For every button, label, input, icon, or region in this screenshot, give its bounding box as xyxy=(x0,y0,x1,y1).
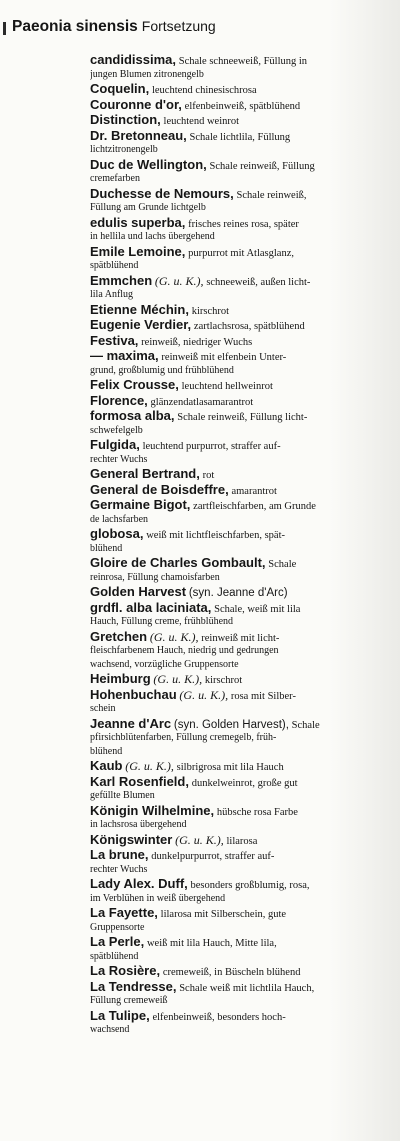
entry-first-line xyxy=(90,555,390,571)
description-continuation: spätblühend xyxy=(90,260,139,271)
breeder-note: (G. u. K.), xyxy=(154,273,204,288)
entry-first-line xyxy=(90,186,390,202)
variety-entry xyxy=(90,584,390,600)
variety-description: amarantrot xyxy=(231,485,277,497)
entry-first-line xyxy=(90,97,390,113)
entry-first-line xyxy=(90,832,390,848)
variety-entry xyxy=(90,302,390,318)
description-continuation: pfirsichblütenfarben, Füllung cremegelb, früh- xyxy=(90,732,277,743)
variety-name: edulis superba, xyxy=(90,214,186,230)
entry-first-line xyxy=(90,215,390,231)
variety-entry xyxy=(90,497,390,526)
variety-description: Schale, weiß mit lila xyxy=(214,603,301,615)
variety-description: elfenbeinweiß, besonders hoch- xyxy=(152,1011,286,1023)
entry-first-line xyxy=(90,905,390,921)
variety-description: leuchtend weinrot xyxy=(163,116,240,127)
variety-description: lilarosa mit Silberschein, gute xyxy=(160,909,287,920)
entry-first-line xyxy=(90,716,390,732)
entry-first-line xyxy=(90,408,390,424)
variety-name: Lady Alex. Duff, xyxy=(90,876,188,891)
variety-description: Schale lichtlila, Füllung xyxy=(189,131,291,143)
variety-name: Emile Lemoine, xyxy=(90,243,186,259)
entry-first-line xyxy=(90,377,390,393)
description-continuation: Hauch, Füllung creme, frühblühend xyxy=(90,616,234,627)
variety-entry xyxy=(90,377,390,393)
variety-name: Etienne Méchin, xyxy=(90,301,189,317)
entry-first-line xyxy=(90,333,390,349)
entry-first-line xyxy=(90,482,390,498)
variety-entry xyxy=(90,273,390,302)
variety-entry xyxy=(90,847,390,876)
variety-description: schneeweiß, außen licht- xyxy=(206,276,311,288)
variety-name: Hohenbuchau xyxy=(90,686,177,702)
variety-entry xyxy=(90,671,390,687)
variety-description: silbrigrosa mit lila Hauch xyxy=(176,762,284,773)
variety-entry xyxy=(90,393,390,409)
variety-name: La Fayette, xyxy=(90,905,158,920)
variety-name: Eugenie Verdier, xyxy=(90,317,192,332)
variety-list xyxy=(90,52,390,1037)
variety-description: kirschrot xyxy=(204,675,243,686)
variety-name: Golden Harvest xyxy=(90,584,187,599)
variety-name: globosa, xyxy=(90,526,144,541)
description-continuation: im Verblühen in weiß übergehend xyxy=(90,892,226,904)
section-marker xyxy=(3,22,6,35)
variety-name: Couronne d'or, xyxy=(90,96,182,112)
variety-description: Schale reinweiß, Füllung licht- xyxy=(177,412,308,423)
variety-name: Fulgida, xyxy=(90,437,140,452)
description-continuation: Füllung am Grunde lichtgelb xyxy=(90,202,206,213)
description-continuation: Gruppensorte xyxy=(90,921,145,933)
variety-description: Schale weiß mit lichtlila Hauch, xyxy=(179,982,315,994)
entry-first-line xyxy=(90,112,390,128)
entry-first-line xyxy=(90,348,390,364)
description-continuation: gefüllte Blumen xyxy=(90,790,155,801)
variety-description: dunkelweinrot, große gut xyxy=(191,777,298,789)
entry-first-line xyxy=(90,244,390,260)
heading-title: Paeonia sinensis xyxy=(12,18,138,35)
entry-first-line xyxy=(90,1008,390,1024)
variety-entry xyxy=(90,482,390,498)
description-continuation: lichtzitronengelb xyxy=(90,144,158,155)
breeder-note: (G. u. K.), xyxy=(149,629,199,644)
breeder-note: (G. u. K.), xyxy=(125,759,174,773)
variety-description: rot xyxy=(202,470,215,481)
variety-name: La brune, xyxy=(90,847,149,862)
variety-name: Florence, xyxy=(90,392,148,408)
variety-description: rosa mit Silber- xyxy=(230,690,296,702)
entry-first-line xyxy=(90,52,390,68)
entry-first-line xyxy=(90,979,390,995)
variety-name: La Perle, xyxy=(90,934,145,949)
variety-entry xyxy=(90,128,390,157)
variety-name: Gretchen xyxy=(90,628,148,644)
variety-entry xyxy=(90,526,390,555)
description-continuation: in hellila und lachs übergehend xyxy=(90,231,215,242)
description-continuation: rechter Wuchs xyxy=(90,453,148,465)
variety-name: General Bertrand, xyxy=(90,466,200,481)
variety-description: elfenbeinweiß, spätblühend xyxy=(184,100,301,112)
variety-name: Königin Wilhelmine, xyxy=(90,802,215,818)
breeder-note: (G. u. K.), xyxy=(153,672,203,686)
entry-first-line xyxy=(90,671,390,687)
variety-entry xyxy=(90,963,390,979)
entry-first-line xyxy=(90,687,390,703)
variety-entry xyxy=(90,687,390,716)
variety-entry xyxy=(90,832,390,848)
synonym-note: (syn. Golden Harvest), xyxy=(173,718,289,731)
variety-description: lilarosa xyxy=(226,835,258,847)
entry-first-line xyxy=(90,629,390,645)
variety-description: zartlachsrosa, spätblühend xyxy=(193,321,305,332)
variety-name: grdfl. alba laciniata, xyxy=(90,599,212,615)
variety-name: General de Boisdeffre, xyxy=(90,481,229,497)
description-continuation: cremefarben xyxy=(90,173,140,184)
variety-entry xyxy=(90,600,390,629)
breeder-note: (G. u. K.), xyxy=(175,832,224,847)
variety-entry xyxy=(90,934,390,963)
entry-first-line xyxy=(90,600,390,616)
variety-description: leuchtend purpurrot, straffer auf- xyxy=(142,441,281,452)
variety-name: Kaub xyxy=(90,758,123,773)
description-continuation: spätblühend xyxy=(90,950,139,962)
description-continuation: de lachsfarben xyxy=(90,513,149,525)
entry-first-line xyxy=(90,317,390,333)
variety-description: glänzendatlasamarantrot xyxy=(150,396,254,408)
variety-name: La Tendresse, xyxy=(90,978,177,994)
variety-entry xyxy=(90,81,390,97)
description-continuation: schein xyxy=(90,703,116,714)
variety-description: reinweiß mit elfenbein Unter- xyxy=(161,352,287,363)
entry-first-line xyxy=(90,774,390,790)
variety-name: Germaine Bigot, xyxy=(90,497,191,512)
variety-description: Schale xyxy=(268,559,297,570)
variety-description: reinweiß, niedriger Wuchs xyxy=(141,336,253,348)
description-continuation: reinrosa, Füllung chamoisfarben xyxy=(90,571,220,583)
variety-entry xyxy=(90,1008,390,1037)
description-continuation: blühend xyxy=(90,745,123,757)
variety-entry xyxy=(90,215,390,244)
variety-entry xyxy=(90,348,390,377)
entry-first-line xyxy=(90,497,390,513)
entry-first-line xyxy=(90,847,390,863)
synonym-note: (syn. Jeanne d'Arc) xyxy=(188,587,288,599)
variety-entry xyxy=(90,979,390,1008)
entry-first-line xyxy=(90,934,390,950)
entry-first-line xyxy=(90,803,390,819)
entry-first-line xyxy=(90,393,390,409)
variety-name: Felix Crousse, xyxy=(90,377,179,392)
entry-first-line xyxy=(90,876,390,892)
description-continuation: blühend xyxy=(90,542,123,554)
entry-first-line xyxy=(90,526,390,542)
entry-first-line xyxy=(90,466,390,482)
variety-entry xyxy=(90,876,390,905)
variety-name: Karl Rosenfield, xyxy=(90,773,189,789)
variety-description: Schale reinweiß, Füllung xyxy=(209,160,315,172)
variety-name: Königswinter xyxy=(90,831,173,847)
variety-name: Dr. Bretonneau, xyxy=(90,127,187,143)
heading-continuation: Fortsetzung xyxy=(141,18,216,34)
entry-first-line xyxy=(90,758,390,774)
entry-first-line xyxy=(90,963,390,979)
description-continuation: grund, großblumig und frühblühend xyxy=(90,364,234,376)
variety-name: formosa alba, xyxy=(90,408,175,423)
variety-name: Emmchen xyxy=(90,272,153,288)
variety-entry xyxy=(90,157,390,186)
variety-entry xyxy=(90,186,390,215)
variety-name: Coquelin, xyxy=(90,81,150,96)
variety-entry xyxy=(90,52,390,81)
variety-entry xyxy=(90,437,390,466)
variety-description: dunkelpurpurrot, straffer auf- xyxy=(151,851,275,862)
variety-entry xyxy=(90,803,390,832)
variety-description: purpurrot mit Atlasglanz, xyxy=(188,247,294,259)
description-continuation: jungen Blumen zitronengelb xyxy=(90,68,204,80)
description-continuation: schwefelgelb xyxy=(90,424,143,436)
entry-first-line xyxy=(90,81,390,97)
entry-first-line xyxy=(90,302,390,318)
variety-description: leuchtend chinesischrosa xyxy=(151,85,257,96)
variety-entry xyxy=(90,244,390,273)
variety-name: Jeanne d'Arc xyxy=(90,715,172,731)
variety-description: zartfleischfarben, am Grunde xyxy=(193,501,316,512)
variety-entry xyxy=(90,333,390,349)
variety-description: kirschrot xyxy=(191,305,230,317)
entry-first-line xyxy=(90,584,390,600)
variety-name: — maxima, xyxy=(90,348,159,363)
description-continuation: in lachsrosa übergehend xyxy=(90,819,187,830)
variety-name: Distinction, xyxy=(90,112,161,127)
variety-name: candidissima, xyxy=(90,52,176,67)
variety-description: besonders großblumig, rosa, xyxy=(190,880,310,891)
variety-description: Schale schneeweiß, Füllung in xyxy=(178,56,308,67)
page-heading xyxy=(12,18,216,36)
entry-first-line xyxy=(90,437,390,453)
variety-name: Duchesse de Nemours, xyxy=(90,185,234,201)
entry-first-line xyxy=(90,273,390,289)
variety-description: Schale reinweiß, xyxy=(236,189,307,201)
variety-name: Gloire de Charles Gombault, xyxy=(90,555,266,570)
variety-entry xyxy=(90,408,390,437)
variety-entry xyxy=(90,629,390,672)
variety-entry xyxy=(90,112,390,128)
variety-entry xyxy=(90,758,390,774)
description-continuation: wachsend xyxy=(90,1024,130,1035)
variety-entry xyxy=(90,555,390,584)
variety-name: Duc de Wellington, xyxy=(90,156,207,172)
entry-first-line xyxy=(90,128,390,144)
variety-name: Festiva, xyxy=(90,332,139,348)
variety-name: La Rosière, xyxy=(90,963,161,978)
variety-description: reinweiß mit licht- xyxy=(201,632,280,644)
description-continuation: lila Anflug xyxy=(90,289,134,300)
entry-first-line xyxy=(90,157,390,173)
variety-description: cremeweiß, in Büscheln blühend xyxy=(162,967,301,978)
variety-entry xyxy=(90,317,390,333)
variety-description: frisches reines rosa, später xyxy=(188,218,299,230)
variety-description: weiß mit lila Hauch, Mitte lila, xyxy=(146,938,277,949)
breeder-note: (G. u. K.), xyxy=(179,687,229,702)
variety-entry xyxy=(90,97,390,113)
variety-description: weiß mit lichtfleischfarben, spät- xyxy=(146,530,285,541)
description-continuation: fleischfarbenem Hauch, niedrig und gedrungen xyxy=(90,645,279,656)
variety-description: Schale xyxy=(291,719,320,731)
variety-description: hübsche rosa Farbe xyxy=(216,806,298,818)
variety-name: La Tulipe, xyxy=(90,1007,150,1023)
variety-entry xyxy=(90,716,390,759)
variety-entry xyxy=(90,774,390,803)
variety-entry xyxy=(90,905,390,934)
description-continuation: Füllung cremeweiß xyxy=(90,995,168,1006)
variety-entry xyxy=(90,466,390,482)
variety-name: Heimburg xyxy=(90,671,151,686)
description-continuation: rechter Wuchs xyxy=(90,863,148,875)
description-continuation: wachsend, vorzügliche Gruppensorte xyxy=(90,658,239,670)
variety-description: leuchtend hellweinrot xyxy=(181,381,273,392)
